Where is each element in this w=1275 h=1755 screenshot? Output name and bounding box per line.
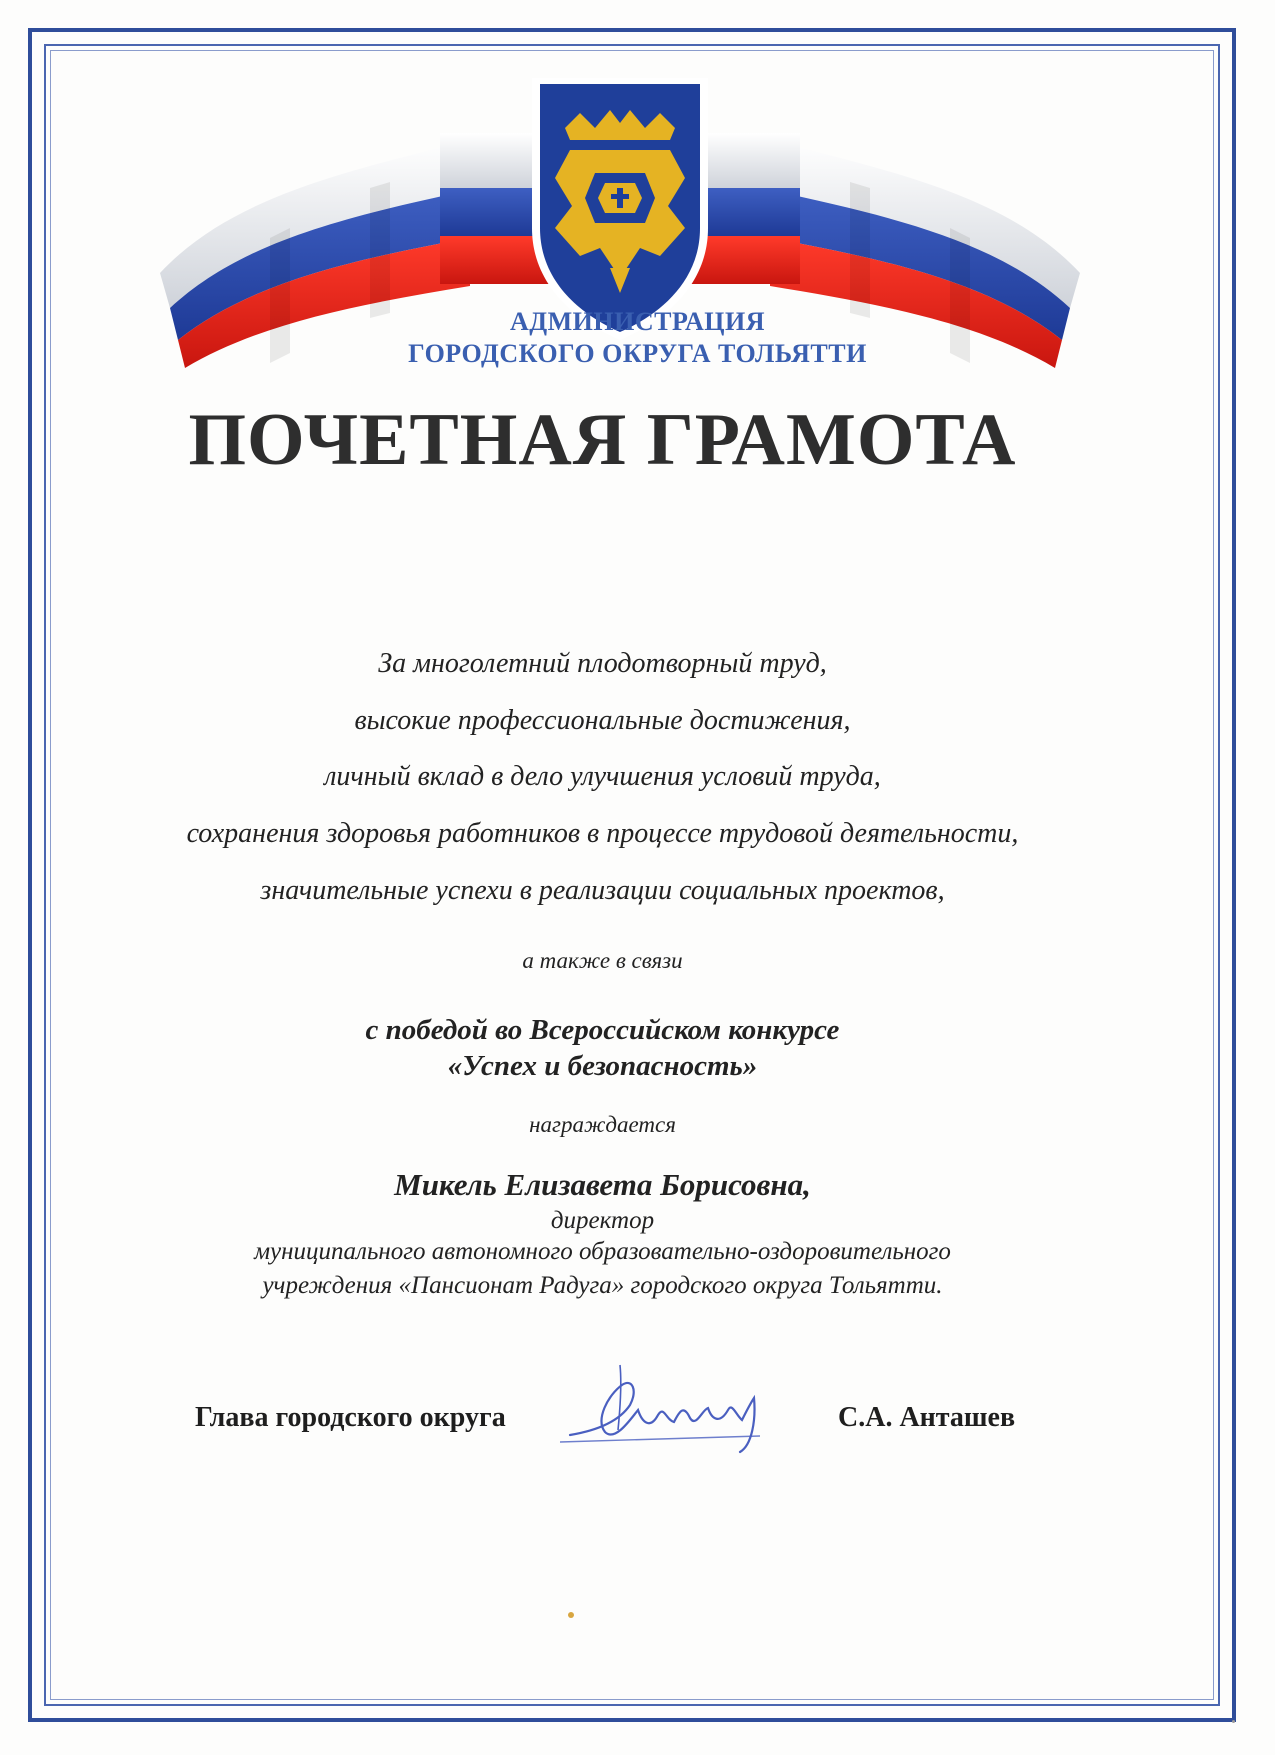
paper-speck bbox=[568, 1612, 574, 1618]
body-line-3: личный вклад в дело улучшения условий труда, bbox=[324, 761, 881, 792]
tolyatti-coat-of-arms-emblem bbox=[532, 78, 708, 340]
paper-speck bbox=[1232, 1720, 1235, 1723]
handwritten-signature bbox=[560, 1360, 780, 1455]
awarded-text: награждается bbox=[529, 1112, 676, 1137]
certificate-title: ПОЧЕТНАЯ ГРАМОТА bbox=[188, 399, 1017, 481]
signatory-title: Глава городского округа bbox=[195, 1402, 506, 1433]
body-line-1: За многолетний плодотворный труд, bbox=[378, 648, 827, 679]
organization-line-2: учреждения «Пансионат Радуга» городского округа Тольятти. bbox=[262, 1272, 943, 1299]
body-line-5: значительные успехи в реализации социальных проектов, bbox=[260, 875, 945, 906]
recipient-position: директор bbox=[550, 1207, 655, 1234]
recipient-name: Микель Елизавета Борисовна, bbox=[394, 1167, 811, 1202]
also-text: а также в связи bbox=[522, 948, 683, 973]
organization-line-1: муниципального автономного образовательно-оздоровительного bbox=[254, 1238, 951, 1265]
issuer-line-1: АДМИНИСТРАЦИЯ bbox=[509, 307, 766, 336]
contest-line-1: с победой во Всероссийском конкурсе bbox=[365, 1014, 840, 1046]
issuer-line-2: ГОРОДСКОГО ОКРУГА ТОЛЬЯТТИ bbox=[408, 339, 867, 368]
body-line-4: сохранения здоровья работников в процессе трудовой деятельности, bbox=[186, 818, 1019, 849]
body-line-2: высокие профессиональные достижения, bbox=[354, 705, 851, 736]
signatory-name: С.А. Анташев bbox=[838, 1402, 1016, 1433]
contest-line-2: «Успех и безопасность» bbox=[447, 1050, 758, 1082]
